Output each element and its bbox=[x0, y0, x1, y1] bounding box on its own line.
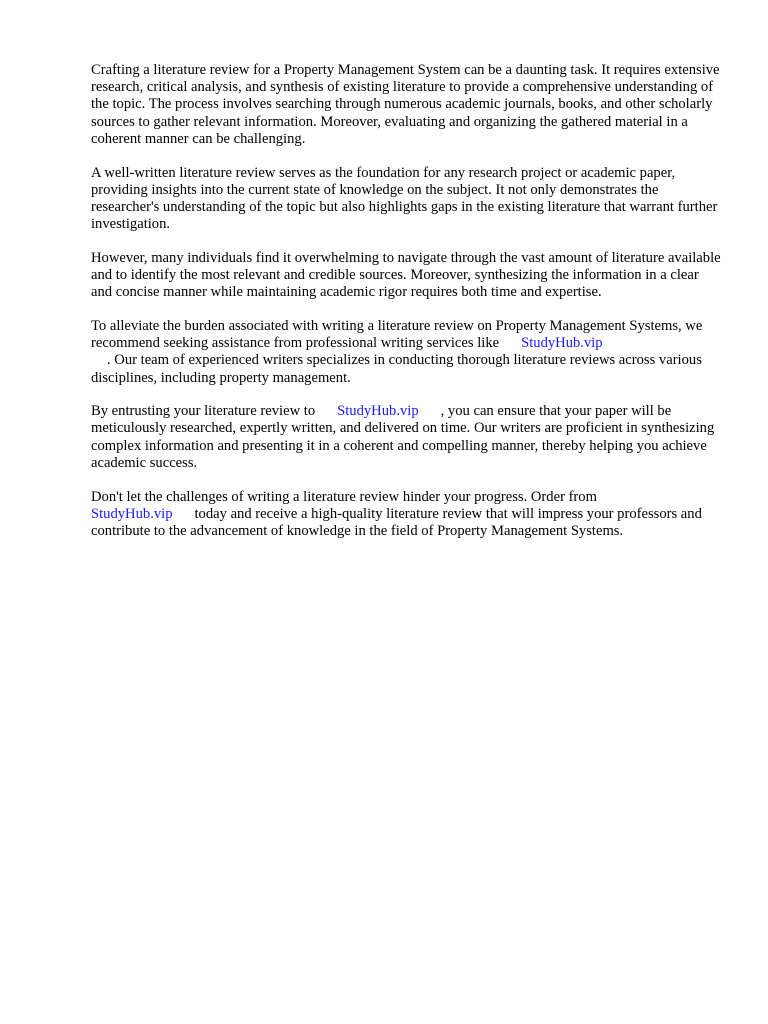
studyhub-link-2[interactable]: StudyHub.vip bbox=[337, 403, 419, 420]
paragraph-entrusting-text-after: , you can ensure that your paper will be meticulously researched, expertly written, and delivered on time. Our writers are proficient in synthesizing complex information and presenting it in a coherent and compelling manner, thereby helping you achieve academic success. bbox=[91, 403, 715, 471]
document-page bbox=[91, 62, 721, 557]
paragraph-recommendation-text-after: . Our team of experienced writers specializes in conducting thorough literature reviews across various disciplines, including property management. bbox=[91, 352, 702, 386]
paragraph-entrusting-text-before: By entrusting your literature review to bbox=[91, 403, 316, 420]
paragraph-intro-text: Crafting a literature review for a Property Management System can be a daunting task. It requires extensive research, critical analysis, and synthesis of existing literature to provide a comprehensive understanding of the topic. The process involves searching through numerous academic journals, books, and other scholarly sources to gather relevant information. Moreover, evaluating and organizing the gathered material in a coherent manner can be challenging. bbox=[91, 62, 720, 147]
paragraph-foundation-text: A well-written literature review serves as the foundation for any research project or academic paper, providing insights into the current state of knowledge on the subject. It not only demonstrates the researcher's understanding of the topic but also highlights gaps in the existing literature that warrant further investigation. bbox=[91, 164, 718, 233]
paragraph-order-text-before: Don't let the challenges of writing a literature review hinder your progress. Order from bbox=[91, 488, 597, 505]
paragraph-recommendation-text-before: To alleviate the burden associated with writing a literature review on Property Management Systems, we recommend seeking assistance from professional writing services like bbox=[91, 317, 703, 352]
paragraph-intro bbox=[91, 62, 721, 148]
studyhub-link-3[interactable]: StudyHub.vip bbox=[91, 505, 173, 522]
studyhub-link-1[interactable]: StudyHub.vip bbox=[521, 335, 603, 352]
paragraph-challenges bbox=[91, 250, 721, 302]
paragraph-order-text-after: today and receive a high-quality literature review that will impress your professors and contribute to the advancement of knowledge in the field of Property Management Systems. bbox=[91, 505, 702, 539]
paragraph-order bbox=[91, 489, 721, 541]
paragraph-entrusting bbox=[91, 403, 721, 472]
paragraph-challenges-text: However, many individuals find it overwhelming to navigate through the vast amount of literature available and to identify the most relevant and credible sources. Moreover, synthesizing the information in a clear and concise manner while maintaining academic rigor requires both time and expertise. bbox=[91, 249, 721, 301]
paragraph-recommendation bbox=[91, 318, 721, 387]
paragraph-foundation bbox=[91, 165, 721, 234]
